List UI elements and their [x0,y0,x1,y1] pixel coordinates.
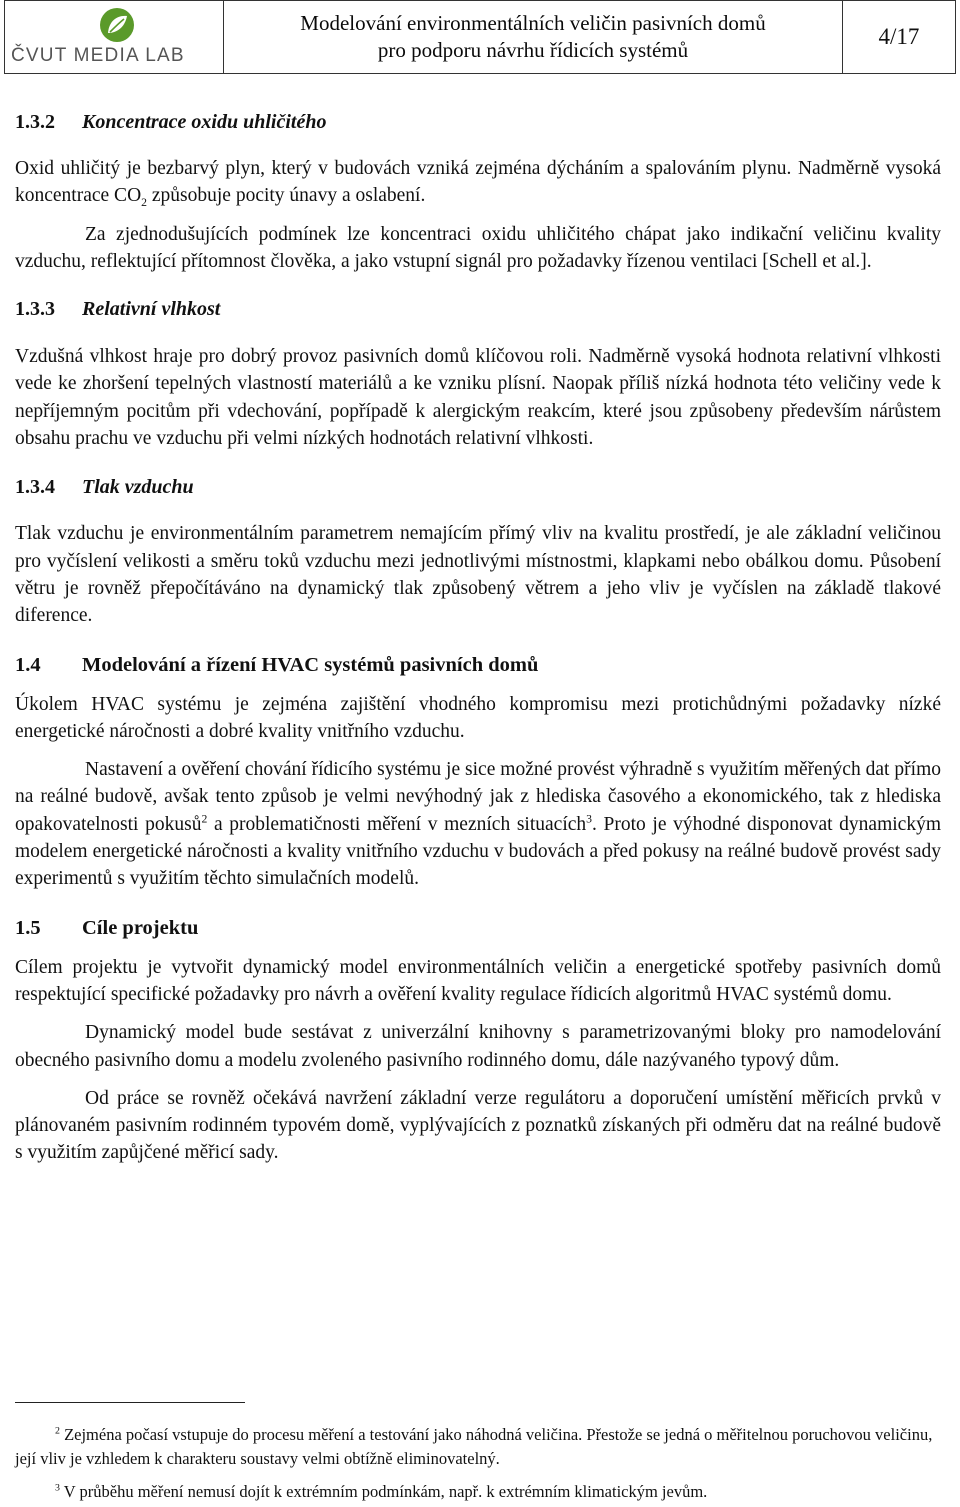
document-title [224,1,843,73]
paragraph: Od práce se rovněž očekává navržení základní verze regulátoru a doporučení umístění měřicích prvků v plánovaném pasivním rodinném typovém domě, vyplývajících z poznatků získaných při odměru dat na reálné budově s využitím zapůjčené měřicí sady. [15,1087,941,1164]
footnote-mark: 2 [55,1425,60,1437]
footnote-mark: 3 [55,1482,60,1494]
footnote-divider [15,1402,245,1403]
heading-1-3-3 [15,295,941,323]
heading-1-4 [15,651,941,679]
paragraph: Tlak vzduchu je environmentálním parametrem nemajícím přímý vliv na kvalitu prostředí, je ale základní veličinou pro vyčíslení velikosti a směru toků vzduchu mezi jednotlivými místnostmi, klapkami nebo obálkou domu. Působení větru je rovněž přepočítáváno na dynamický tlak způsobený větrem a jeho vliv je vyčíslen na základě tlakové diference. [15,523,941,627]
page-content [15,108,941,1167]
section-title: Cíle projektu [82,916,199,939]
logo-text: ČVUT MEDIA LAB [11,45,185,66]
paragraph: Nastavení a ověření chování řídicího systému je sice možné provést výhradně s využitím měřených dat přímo na reálné budově, avšak tento způsob je velmi nevýhodný jak z hlediska časového a ekonomického, tak z hlediska opakovatelnosti pokusů$^2$ a problematičnosti měření v mezních situacích$^3$. Proto je výhodné disponovat dynamickým modelem energetické náročnosti a kvality vnitřního vzduchu v budovách a před pokusy na reálné budově provést sady experimentů s využitím těchto simulačních modelů. [15,759,941,890]
paragraph: Oxid uhličitý je bezbarvý plyn, který v budovách vzniká zejména dýcháním a spalováním plynu. Nadměrně vysoká koncentrace $CO_2$ způsobuje pocity únavy a oslabení. [15,158,941,210]
logo-cell [5,1,224,73]
heading-1-3-2 [15,108,941,136]
leaf-logo-icon [95,7,139,43]
section-title: Koncentrace oxidu uhličitého [82,111,327,133]
section-number: 1.3.4 [15,476,55,499]
heading-1-5 [15,914,941,942]
page-number: 4/17 [878,24,920,49]
title-line-1: Modelování environmentálních veličin pasivních domů [300,11,766,35]
title-line-2: pro podporu návrhu řídicích systémů [377,38,689,62]
footnote-2: $^2$ Zejména počasí vstupuje do procesu měření a testování jako náhodná veličina. Přestože se jedná o měřitelnou poruchovou veličinu, její vliv je vzhledem k charakteru soustavy velmi obtížně eliminovatelný. [15,1425,933,1468]
paragraph: Vzdušná vlhkost hraje pro dobrý provoz pasivních domů klíčovou roli. Nadměrně vysoká hodnota relativní vlhkosti vede ke zhoršení tepelných vlastností materiálů a ke vzniku plísní. Naopak příliš nízká hodnota této veličiny vede k nepříjemným pocitům při vdechování, popřípadě k alergickým reakcím, které jsou způsobeny především nárůstem obsahu prachu ve vzduchu při velmi nízkých hodnotách relativní vlhkosti. [15,346,941,450]
paragraph: Za zjednodušujících podmínek lze koncentraci oxidu uhličitého chápat jako indikační veličinu kvality vzduchu, reflektující přítomnost člověka, a jako vstupní signál pro požadavky řízenou ventilaci [Schell et al.]. [15,223,941,272]
footnote-ref: 3 [586,812,592,826]
paragraph: Dynamický model bude sestávat z univerzální knihovny s parametrizovanými bloky pro namodelování obecného pasivního domu a modelu zvoleného pasivního rodinného domu, dále nazývaného typový dům. [15,1022,941,1071]
section-title: Modelování a řízení HVAC systémů pasivních domů [82,653,539,676]
paragraph: Cílem projektu je vytvořit dynamický model environmentálních veličin a energetické spotřeby pasivních domů respektující specifické požadavky pro návrh a ověření kvality regulace řídicích algoritmů HVAC systémů domu. [15,956,941,1005]
section-number: 1.5 [15,916,41,939]
section-title: Relativní vlhkost [82,298,221,321]
section-number: 1.4 [15,653,41,676]
section-number: 1.3.3 [15,298,55,321]
paragraph: Úkolem HVAC systému je zejména zajištění vhodného kompromisu mezi protichůdnými požadavky nízké energetické náročnosti a dobré kvality vnitřního vzduchu. [15,693,941,742]
footnote-ref: 2 [201,812,208,826]
section-number: 1.3.2 [15,111,55,133]
page-header [4,0,956,74]
heading-1-3-4 [15,473,941,501]
footnote-3: $^3$ V průběhu měření nemusí dojít k extrémním podmínkám, např. k extrémním klimatickým jevům. [55,1482,708,1501]
section-title: Tlak vzduchu [82,476,194,499]
